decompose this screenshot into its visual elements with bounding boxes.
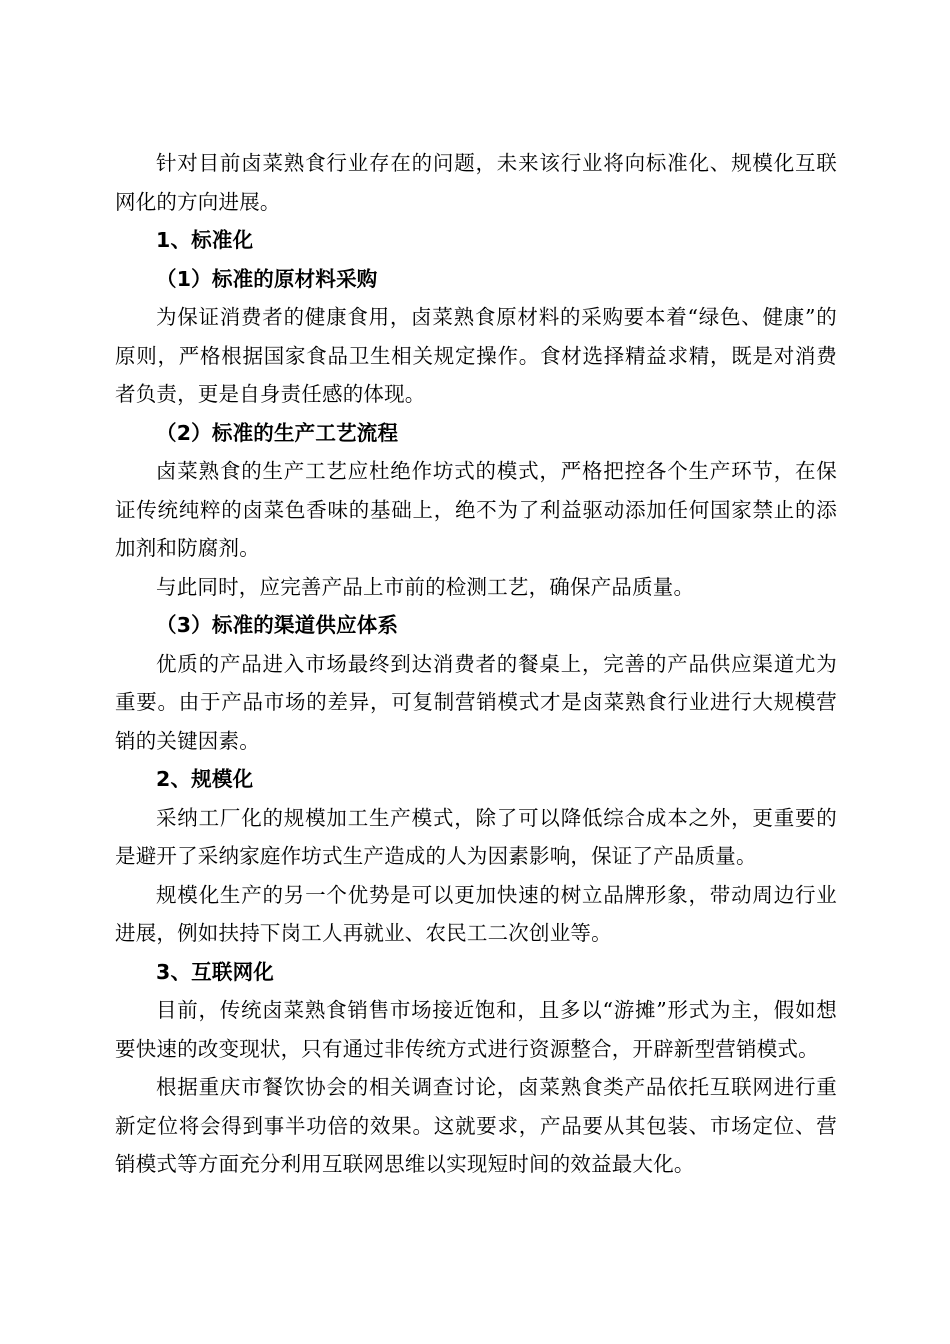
subheading-raw-material-procurement: （1）标准的原材料采购 bbox=[156, 266, 378, 291]
subheading-production-process: （2）标准的生产工艺流程 bbox=[156, 420, 399, 445]
paragraph-internet-strategy: 根据重庆市餐饮协会的相关调查讨论，卤菜熟食类产品依托互联网进行重新定位将会得到事半功倍的效果。这就要求，产品要从其包装、市场定位、营销模式等方面充分利用互联网思维以实现短时间的效益最大化。 bbox=[115, 1075, 837, 1176]
paragraph-quality-testing: 与此同时，应完善产品上市前的检测工艺，确保产品质量。 bbox=[156, 574, 695, 599]
heading-internet: 3、互联网化 bbox=[156, 959, 274, 984]
paragraph-scale-production: 采纳工厂化的规模加工生产模式，除了可以降低综合成本之外，更重要的是避开了采纳家庭作坊式生产造成的人为因素影响，保证了产品质量。 bbox=[115, 805, 837, 868]
paragraph-raw-material: 为保证消费者的健康食用，卤菜熟食原材料的采购要本着“绿色、健康”的原则，严格根据国家食品卫生相关规定操作。食材选择精益求精，既是对消费者负责，更是自身责任感的体现。 bbox=[115, 305, 837, 406]
paragraph-internet-market: 目前，传统卤菜熟食销售市场接近饱和，且多以“游摊”形式为主，假如想要快速的改变现状，只有通过非传统方式进行资源整合，开辟新型营销模式。 bbox=[115, 998, 837, 1061]
heading-standardization: 1、标准化 bbox=[156, 228, 254, 252]
subheading-supply-channel: （3）标准的渠道供应体系 bbox=[156, 613, 399, 637]
paragraph-scale-advantage: 规模化生产的另一个优势是可以更加快速的树立品牌形象，带动周边行业进展，例如扶持下岗工人再就业、农民工二次创业等。 bbox=[115, 882, 837, 945]
document-body bbox=[115, 144, 837, 1184]
heading-scale: 2、规模化 bbox=[156, 767, 254, 791]
paragraph-supply-channel: 优质的产品进入市场最终到达消费者的餐桌上，完善的产品供应渠道尤为重要。由于产品市场的差异，可复制营销模式才是卤菜熟食行业进行大规模营销的关键因素。 bbox=[115, 651, 837, 753]
paragraph-production-process: 卤菜熟食的生产工艺应杜绝作坊式的模式，严格把控各个生产环节，在保证传统纯粹的卤菜色香味的基础上，绝不为了利益驱动添加任何国家禁止的添加剂和防腐剂。 bbox=[115, 459, 837, 560]
paragraph-intro: 针对目前卤菜熟食行业存在的问题，未来该行业将向标准化、规模化互联网化的方向进展。 bbox=[115, 151, 837, 214]
